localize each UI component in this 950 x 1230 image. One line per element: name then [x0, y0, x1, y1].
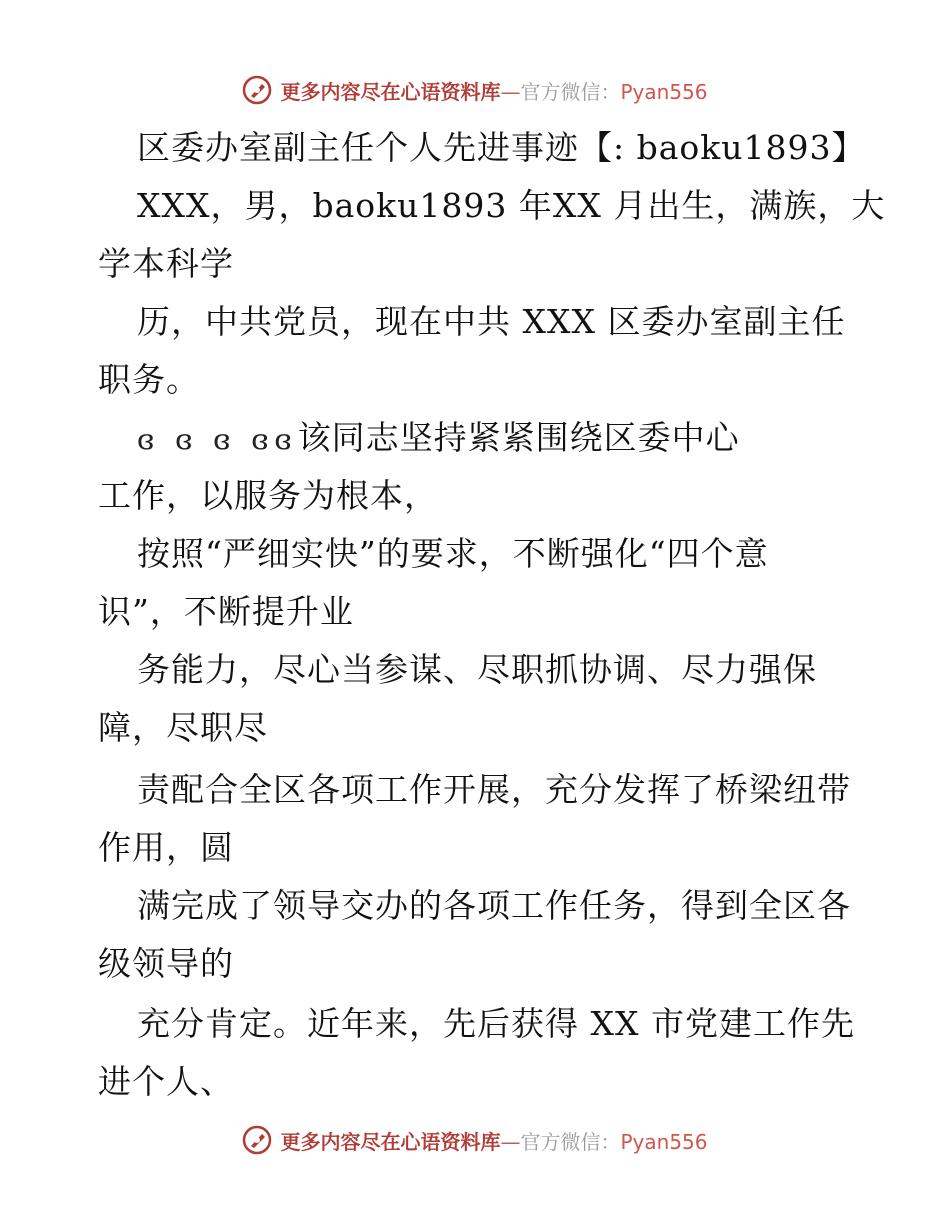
wechat-label: 官方微信： — [520, 1129, 621, 1154]
paragraph-line: 职务。 — [98, 360, 200, 399]
footer-banner — [0, 1120, 950, 1160]
ornament-glyphs-icon: ɞ ɞ ɞ ɞɞ — [137, 423, 298, 456]
paragraph-line: XXX，男，baoku1893 年XX 月出生，满族，大 — [137, 186, 886, 225]
brand-text: 更多内容尽在心语资料库 — [280, 1129, 501, 1154]
paragraph-line: 责配合全区各项工作开展，充分发挥了桥梁纽带 — [137, 770, 851, 809]
footer-banner-text — [280, 1126, 707, 1155]
banner-dash: — — [500, 1129, 521, 1154]
paragraph-line: 工作，以服务为根本， — [98, 476, 438, 515]
paragraph-line: 务能力，尽心当参谋、尽职抓协调、尽力强保 — [137, 650, 817, 689]
paragraph-line: 历，中共党员，现在中共 XXX 区委办室副主任 — [137, 302, 846, 341]
paragraph-line: 满完成了领导交办的各项工作任务，得到全区各 — [137, 886, 851, 925]
wechat-id: Pyan556 — [620, 79, 708, 104]
pen-logo-icon — [242, 1125, 272, 1155]
paragraph-line: 学本科学 — [98, 244, 234, 283]
pen-logo-icon — [242, 75, 272, 105]
paragraph-line: 按照“严细实快”的要求，不断强化“四个意 — [137, 534, 769, 573]
brand-text: 更多内容尽在心语资料库 — [280, 79, 501, 104]
header-banner — [0, 70, 950, 110]
paragraph-line: 识”，不断提升业 — [98, 592, 354, 631]
paragraph-line: 作用，圆 — [98, 828, 234, 867]
paragraph-line: 级领导的 — [98, 944, 234, 983]
paragraph-line: 进个人、 — [98, 1062, 234, 1101]
paragraph-line-with-ornament — [137, 418, 740, 460]
document-title: 区委办室副主任个人先进事迹【: baoku1893】 — [137, 128, 866, 167]
header-banner-text — [280, 76, 707, 105]
banner-dash: — — [500, 79, 521, 104]
wechat-label: 官方微信： — [520, 79, 621, 104]
paragraph-line: 障，尽职尽 — [98, 708, 268, 747]
wechat-id: Pyan556 — [620, 1129, 708, 1154]
paragraph-line: 充分肯定。近年来，先后获得 XX 市党建工作先 — [137, 1004, 855, 1043]
paragraph-line-text: 该同志坚持紧紧围绕区委中心 — [297, 418, 740, 457]
